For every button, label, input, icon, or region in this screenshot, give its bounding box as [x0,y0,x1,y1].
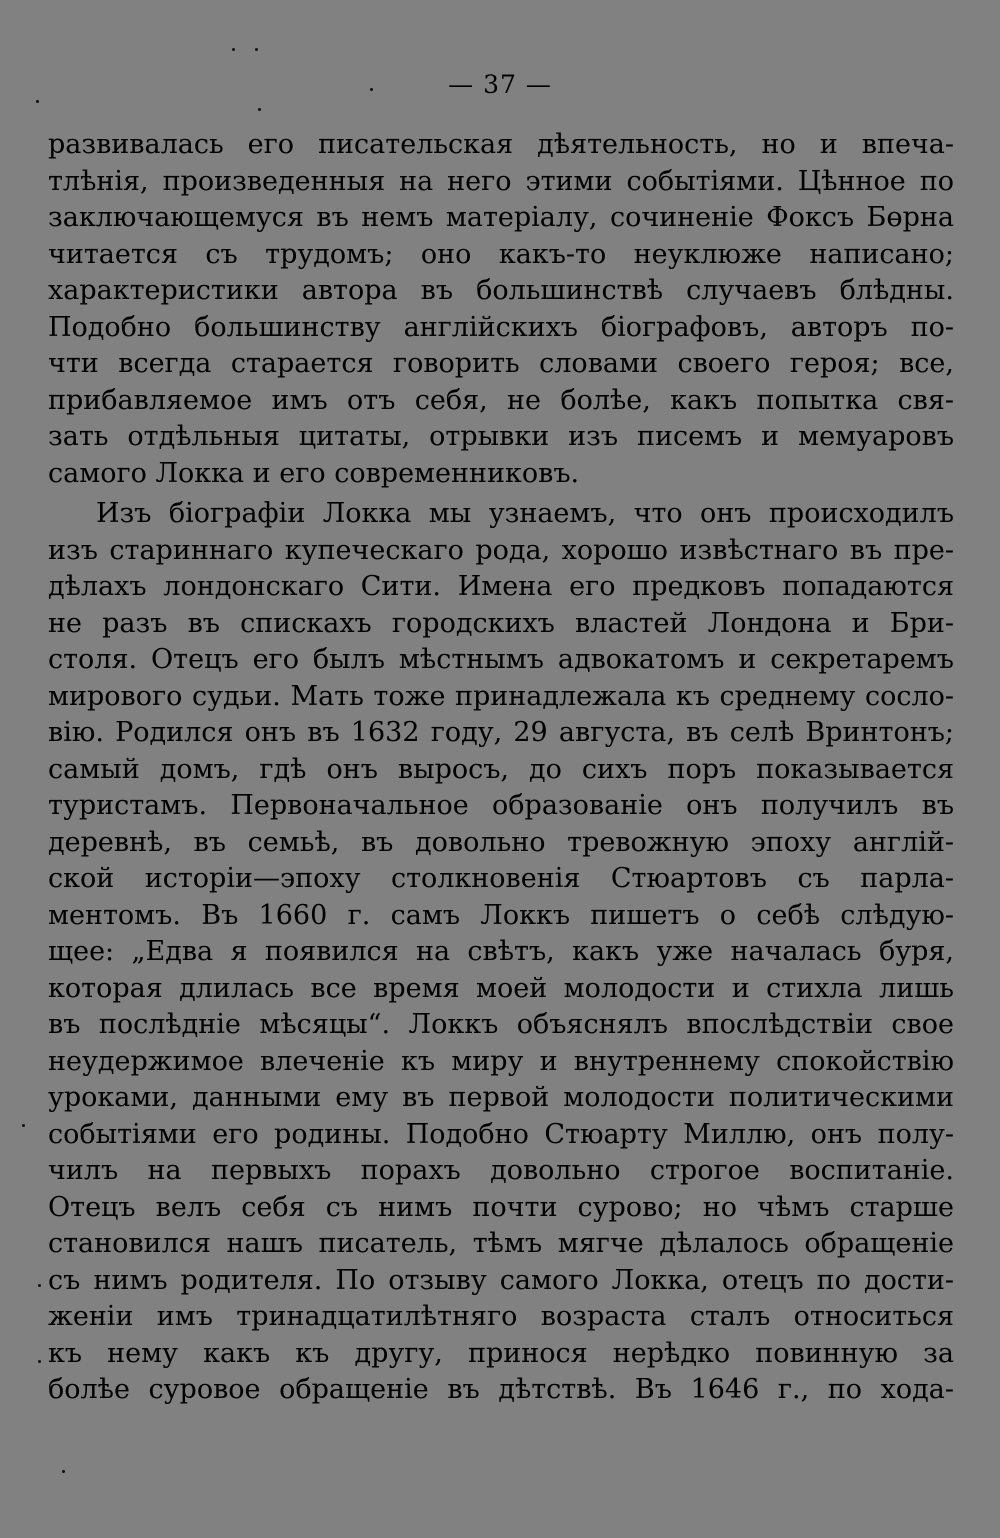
print-speck [36,100,39,103]
text-line: Подобно большинству англійскихъ біографовъ, авторъ по- [48,311,954,343]
text-line: заключающемуся въ немъ матеріалу, сочиненіе Фоксъ Бөрна [48,202,954,233]
text-line: туристамъ. Первоначальное образованіе онъ получилъ въ [48,790,954,821]
text-line: чилъ на первыхъ порахъ довольно строгое воспитаніе. [48,1155,954,1186]
paragraph-1 [48,127,954,492]
print-speck [258,108,261,111]
paragraph-2 [48,496,954,1409]
text-line: ской исторіи—эпоху столкновенія Стюартовъ съ парла- [48,863,954,894]
text-line: самый домъ, гдѣ онъ выросъ, до сихъ поръ показывается [48,753,954,785]
text-line: читается съ трудомъ; оно какъ-то неуклюже написано; [48,238,954,270]
text-line: столя. Отецъ его былъ мѣстнымъ адвокатомъ и секретаремъ [48,644,954,675]
text-line: не разъ въ спискахъ городскихъ властей Лондона и Бри- [48,607,954,639]
text-line: событіями его родины. Подобно Стюарту Миллю, онъ полу- [48,1118,954,1150]
text-line: женіи имъ тринадцатилѣтняго возраста сталъ относиться [48,1301,954,1332]
text-line: становился нашъ писатель, тѣмъ мягче дѣлалось обращеніе [48,1228,954,1259]
text-line: уроками, данными ему въ первой молодости политическими [48,1082,954,1113]
text-line: характеристики автора въ большинствѣ случаевъ блѣдны. [48,275,954,306]
print-speck [22,1124,25,1127]
print-speck [255,48,258,51]
text-line: которая длилась все время моей молодости и стихла лишь [48,972,954,1004]
text-line: болѣе суровое обращеніе въ дѣтствѣ. Въ 1646 г., по хода- [48,1374,954,1405]
print-speck [62,1470,65,1473]
print-speck [38,1284,41,1287]
text-line: развивалась его писательская дѣятельность, но и впеча- [48,129,954,160]
text-line: зать отдѣльныя цитаты, отрывки изъ писемъ и мемуаровъ [48,421,954,452]
text-line: деревнѣ, въ семьѣ, въ довольно тревожную эпоху англій- [48,826,954,858]
text-line: къ нему какъ къ другу, принося нерѣдко повинную за [48,1337,954,1369]
text-line: щее: „Едва я появился на свѣтъ, какъ уже началась буря, [48,936,954,967]
print-speck [232,48,235,51]
text-line: самого Локка и его современниковъ. [48,457,580,489]
text-line: съ нимъ родителя. По отзыву самого Локка, отецъ по дости- [48,1264,954,1296]
text-line: изъ стариннаго купеческаго рода, хорошо извѣстнаго въ пре- [48,534,954,566]
body-text [48,127,954,1409]
text-line: мирового судьи. Мать тоже принадлежала къ среднему сосло- [48,680,954,712]
text-line: ментомъ. Въ 1660 г. самъ Локкъ пишетъ о себѣ слѣдую- [48,899,954,931]
text-line: Изъ біографіи Локка мы узнаемъ, что онъ происходилъ [96,498,954,529]
text-line: дѣлахъ лондонскаго Сити. Имена его предковъ попадаются [48,571,954,602]
text-line: Отецъ велъ себя съ нимъ почти сурово; но чѣмъ старше [48,1191,954,1223]
text-line: неудержимое влеченіе къ миру и внутреннему спокойствію [48,1045,954,1077]
text-line: прибавляемое имъ отъ себя, не болѣе, какъ попытка свя- [48,384,954,416]
text-line: тлѣнія, произведенныя на него этими событіями. Цѣнное по [48,165,954,197]
text-line: чти всегда старается говорить словами своего героя; все, [48,348,954,379]
text-line: вію. Родился онъ въ 1632 году, 29 августа, въ селѣ Вринтонъ; [48,717,954,748]
page-number: — 37 — [448,70,552,99]
text-line: въ послѣдніе мѣсяцы“. Локкъ объяснялъ впослѣдствіи свое [48,1009,954,1040]
print-speck [38,1360,41,1363]
